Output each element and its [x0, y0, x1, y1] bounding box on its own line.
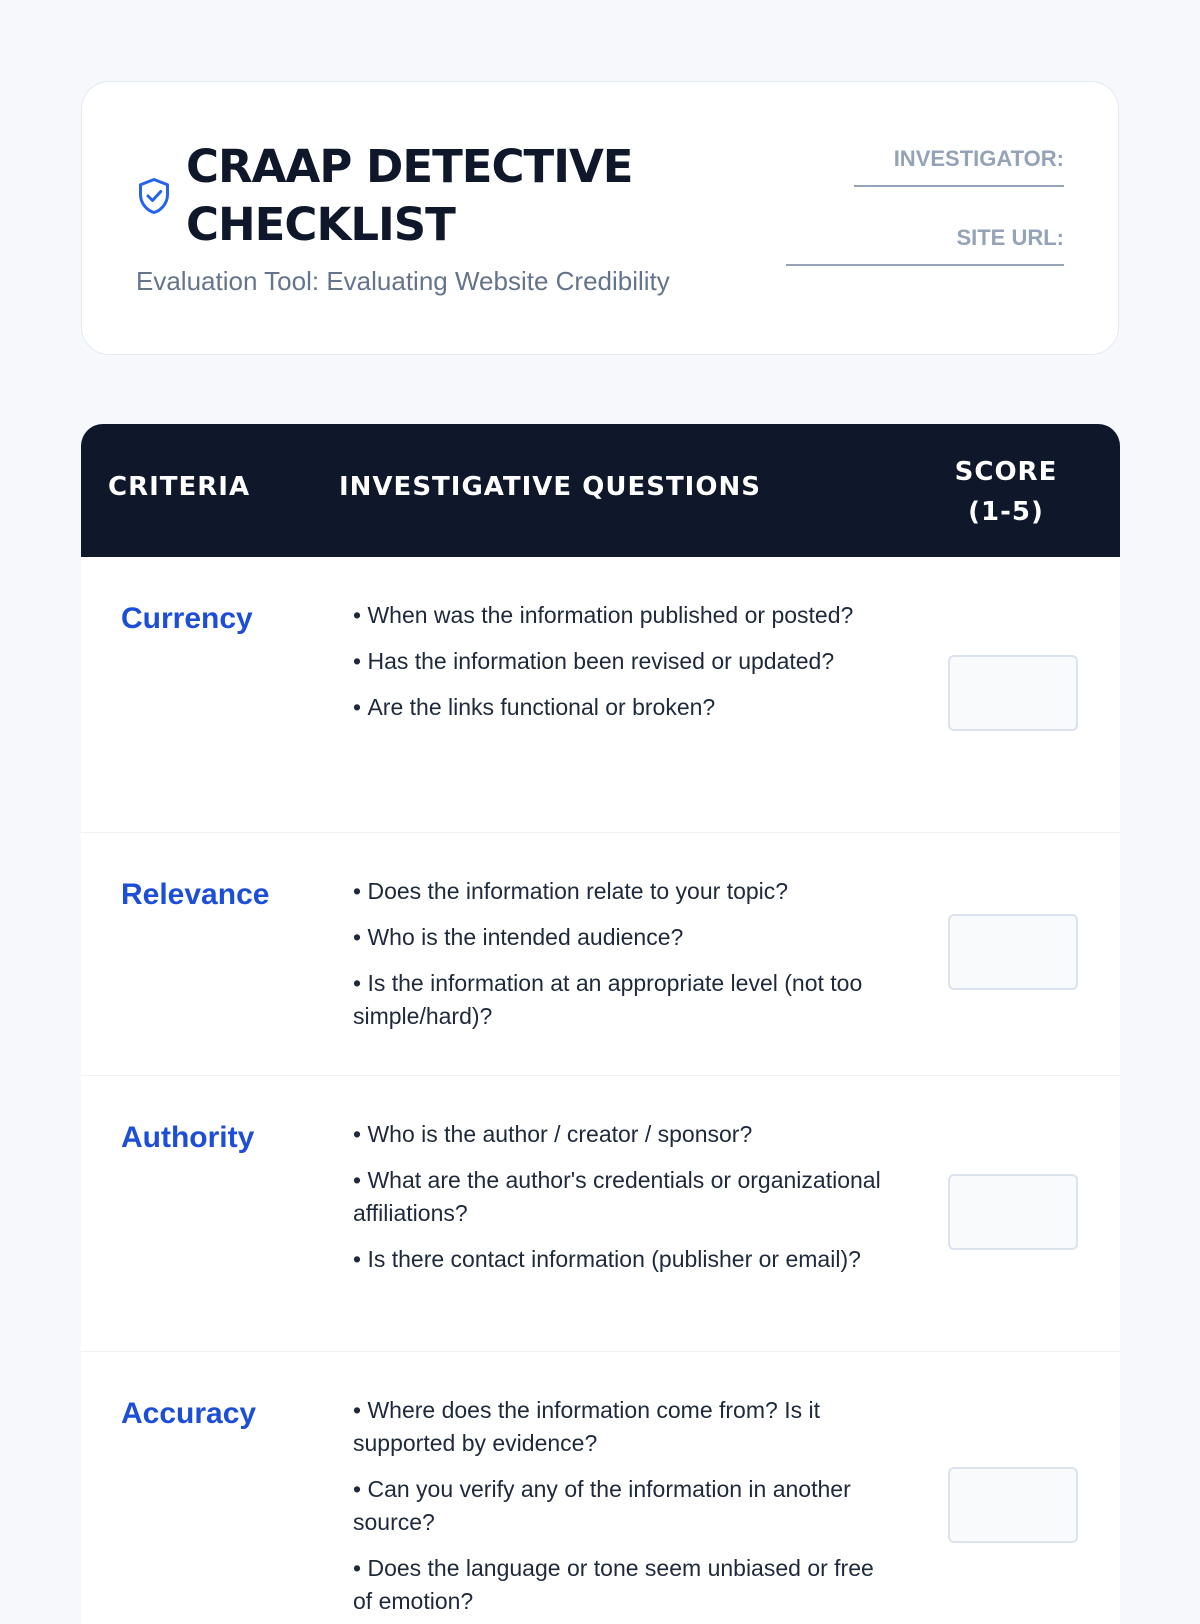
question-item: • Has the information been revised or updated?	[353, 645, 883, 678]
investigator-line[interactable]	[854, 185, 1064, 187]
table-header	[81, 424, 1120, 557]
question-item: • When was the information published or posted?	[353, 599, 883, 632]
question-item: • Does the language or tone seem unbiased or free of emotion?	[353, 1552, 883, 1618]
site-url-field[interactable]	[786, 223, 1064, 266]
questions-accuracy	[353, 1394, 883, 1624]
site-url-line[interactable]	[786, 264, 1064, 266]
questions-relevance	[353, 875, 883, 1046]
question-item: • What are the author's credentials or organizational affiliations?	[353, 1164, 883, 1230]
score-input-currency[interactable]	[948, 655, 1078, 731]
page-subtitle: Evaluation Tool: Evaluating Website Credibility	[136, 266, 670, 296]
question-item: • Can you verify any of the information in another source?	[353, 1473, 883, 1539]
table-row-relevance	[81, 833, 1120, 1076]
header-score: SCORE (1-5)	[954, 457, 1058, 527]
header-questions: INVESTIGATIVE QUESTIONS	[339, 472, 761, 502]
investigator-field[interactable]	[854, 144, 1064, 187]
header-card	[81, 81, 1119, 355]
table-row-authority	[81, 1076, 1120, 1352]
table-row-accuracy	[81, 1352, 1120, 1624]
investigator-label: INVESTIGATOR:	[893, 146, 1064, 171]
score-input-authority[interactable]	[948, 1174, 1078, 1250]
questions-authority	[353, 1118, 883, 1289]
question-item: • Does the information relate to your topic?	[353, 875, 883, 908]
question-item: • Who is the intended audience?	[353, 921, 883, 954]
question-item: • Where does the information come from? Is it supported by evidence?	[353, 1394, 883, 1460]
criteria-currency: Currency	[121, 602, 253, 635]
question-item: • Are the links functional or broken?	[353, 691, 883, 724]
score-input-relevance[interactable]	[948, 914, 1078, 990]
questions-currency	[353, 599, 883, 737]
checklist-table	[81, 424, 1120, 1624]
criteria-accuracy: Accuracy	[121, 1397, 257, 1430]
header-criteria: CRITERIA	[108, 472, 251, 502]
question-item: • Who is the author / creator / sponsor?	[353, 1118, 883, 1151]
shield-check-icon	[136, 176, 172, 216]
criteria-authority: Authority	[121, 1121, 255, 1154]
table-row-currency	[81, 557, 1120, 833]
site-url-label: SITE URL:	[956, 225, 1064, 250]
page-title: CRAAP DETECTIVE CHECKLIST	[186, 140, 633, 251]
title-wrap	[136, 138, 706, 254]
question-item: • Is the information at an appropriate level (not too simple/hard)?	[353, 967, 883, 1033]
question-item: • Is there contact information (publisher or email)?	[353, 1243, 883, 1276]
score-input-accuracy[interactable]	[948, 1467, 1078, 1543]
criteria-relevance: Relevance	[121, 878, 270, 911]
